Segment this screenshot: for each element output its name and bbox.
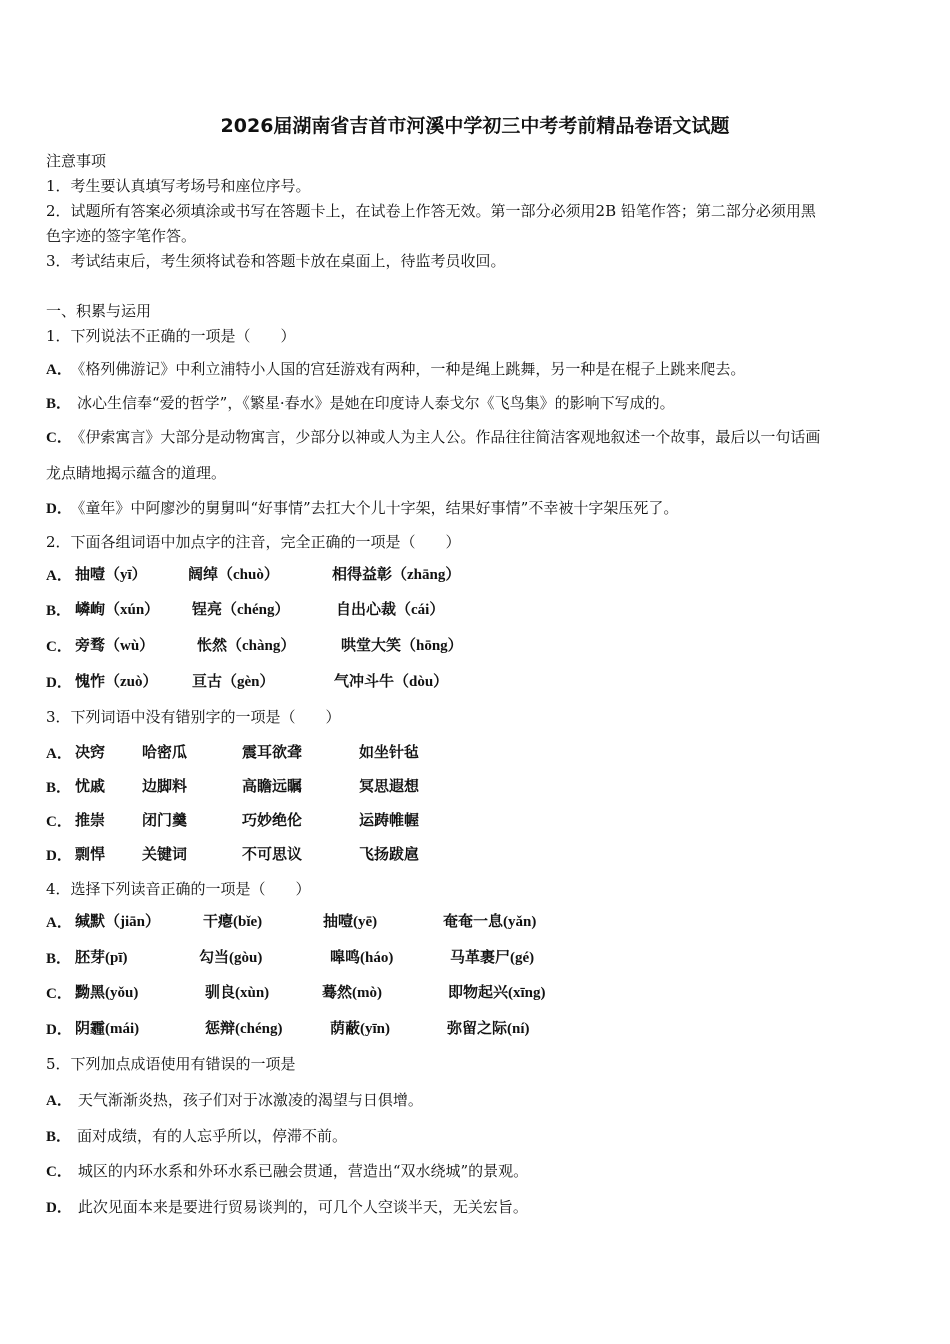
option-term: 抽噎(yē) [323, 914, 378, 930]
option-label: D． [46, 1022, 72, 1038]
page-title: 2026届湖南省吉首市河溪中学初三中考考前精品卷语文试题 [220, 115, 730, 137]
question-stem: 1．下列说法不正确的一项是（ ） [46, 327, 296, 345]
question-stem: 5．下列加点成语使用有错误的一项是 [46, 1055, 296, 1073]
option-term: 旁骛（wù） [75, 638, 155, 654]
option-term: 黝黑(yǒu) [75, 985, 139, 1001]
option-row [46, 1019, 926, 1040]
option-term: 抽噎（yī） [75, 567, 147, 583]
option-term: 冥思遐想 [359, 779, 420, 795]
option-label: D． [46, 675, 72, 691]
option-term: 锃亮（chéng） [192, 602, 290, 618]
option-row [46, 600, 926, 621]
option-text: 天气渐渐炎热，孩子们对于冰激凌的渴望与日俱增。 [77, 1091, 423, 1109]
option-row [46, 498, 926, 519]
option-term: 气冲斗牛（dòu） [334, 674, 449, 690]
notice-item: 3．考试结束后，考生须将试卷和答题卡放在桌面上，待监考员收回。 [46, 252, 506, 270]
option-text: 此次见面本来是要进行贸易谈判的，可几个人空谈半天，无关宏旨。 [77, 1198, 528, 1216]
option-term: 嗥鸣(háo) [330, 950, 394, 966]
option-term: 亘古（gèn） [192, 674, 275, 690]
option-label: D． [46, 1200, 72, 1216]
option-term: 运踌帷幄 [359, 813, 420, 829]
option-term: 阔绰（chuò） [188, 567, 279, 583]
option-row [46, 1126, 926, 1147]
section-heading: 一、积累与运用 [46, 302, 152, 320]
notice-item: 1．考生要认真填写考场号和座位序号。 [46, 177, 311, 195]
option-term: 自出心裁（cái） [336, 602, 445, 618]
option-row [46, 743, 926, 764]
notice-item: 色字迹的签字笔作答。 [46, 227, 197, 245]
option-row [46, 427, 926, 448]
option-label: C． [46, 814, 72, 830]
option-term: 勾当(gòu) [199, 950, 263, 966]
option-row [46, 1161, 926, 1182]
option-label: B． [46, 951, 72, 967]
option-term: 哄堂大笑（hōng） [341, 638, 463, 654]
option-row [46, 983, 926, 1004]
option-text: 《伊索寓言》大部分是动物寓言，少部分以神或人为主人公。作品往往简洁客观地叙述一个故事，最后以一句话画 [77, 428, 821, 446]
option-term: 弥留之际(ní) [447, 1021, 530, 1037]
option-row [46, 777, 926, 798]
option-label: B． [46, 603, 72, 619]
option-row [46, 565, 926, 586]
option-label: A． [46, 915, 72, 931]
option-term: 嶙峋（xún） [75, 602, 160, 618]
option-term: 奄奄一息(yǎn) [443, 914, 537, 930]
option-row [46, 393, 926, 414]
option-term: 蓦然(mò) [322, 985, 382, 1001]
option-term: 马革裹尸(gé) [450, 950, 535, 966]
question-stem: 3．下列词语中没有错别字的一项是（ ） [46, 708, 341, 726]
option-row [46, 912, 926, 933]
option-term: 不可思议 [242, 847, 303, 863]
option-term: 剽悍 [75, 847, 106, 863]
option-term: 相得益彰（zhāng） [332, 567, 461, 583]
option-term: 决窍 [75, 745, 106, 761]
option-term: 推崇 [75, 813, 106, 829]
option-row [46, 948, 926, 969]
option-term: 哈密瓜 [142, 745, 188, 761]
notice-item: 2．试题所有答案必须填涂或书写在答题卡上，在试卷上作答无效。第一部分必须用2B 铅笔作答；第二部分必须用黑 [46, 202, 816, 220]
option-term: 惩辩(chéng) [205, 1021, 283, 1037]
option-label: B． [46, 396, 72, 412]
notice-heading: 注意事项 [46, 152, 107, 170]
option-term: 即物起兴(xīng) [448, 985, 546, 1001]
option-label: A． [46, 746, 72, 762]
option-row [46, 672, 926, 693]
option-term: 怅然（chàng） [197, 638, 296, 654]
option-label: C． [46, 1164, 72, 1180]
option-term: 如坐针毡 [359, 745, 420, 761]
option-label: C． [46, 986, 72, 1002]
option-term: 愧怍（zuò） [75, 674, 158, 690]
option-row [46, 1197, 926, 1218]
option-term: 关键词 [142, 847, 188, 863]
option-label: A． [46, 568, 72, 584]
option-term: 阴霾(mái) [75, 1021, 140, 1037]
option-term: 震耳欲聋 [242, 745, 303, 761]
option-row [46, 845, 926, 866]
option-term: 驯良(xùn) [205, 985, 270, 1001]
option-term: 闭门羹 [142, 813, 188, 829]
option-label: C． [46, 430, 72, 446]
option-text: 《格列佛游记》中利立浦特小人国的宫廷游戏有两种，一种是绳上跳舞，另一种是在棍子上跳来爬去。 [77, 360, 746, 378]
option-label: A． [46, 362, 72, 378]
option-row [46, 1090, 926, 1111]
question-stem: 2．下面各组词语中加点字的注音，完全正确的一项是（ ） [46, 533, 461, 551]
option-text: 《童年》中阿廖沙的舅舅叫“好事情”去扛大个儿十字架，结果好事情”不幸被十字架压死了。 [77, 499, 679, 517]
option-label: B． [46, 1129, 72, 1145]
question-stem: 4．选择下列读音正确的一项是（ ） [46, 880, 311, 898]
option-term: 胚芽(pī) [75, 950, 128, 966]
option-row [46, 636, 926, 657]
option-term: 荫蔽(yīn) [330, 1021, 391, 1037]
option-label: A． [46, 1093, 72, 1109]
option-text-continued: 龙点睛地揭示蕴含的道理。 [46, 464, 227, 482]
option-label: B． [46, 780, 72, 796]
option-label: D． [46, 501, 72, 517]
option-term: 边脚料 [142, 779, 188, 795]
option-text: 城区的内环水系和外环水系已融会贯通，营造出“双水绕城”的景观。 [77, 1162, 529, 1180]
option-label: D． [46, 848, 72, 864]
option-term: 干瘪(bǐe) [203, 914, 263, 930]
option-row [46, 359, 926, 380]
option-label: C． [46, 639, 72, 655]
option-text: 面对成绩，有的人忘乎所以，停滞不前。 [77, 1127, 348, 1145]
option-text: 冰心生信奉“爱的哲学”，《繁星·春水》是她在印度诗人泰戈尔《飞鸟集》的影响下写成的。 [77, 394, 675, 412]
option-term: 高瞻远瞩 [242, 779, 303, 795]
option-term: 缄默（jiān） [75, 914, 161, 930]
option-row [46, 811, 926, 832]
option-term: 巧妙绝伦 [242, 813, 303, 829]
option-term: 忧戚 [75, 779, 106, 795]
option-term: 飞扬跋扈 [359, 847, 420, 863]
